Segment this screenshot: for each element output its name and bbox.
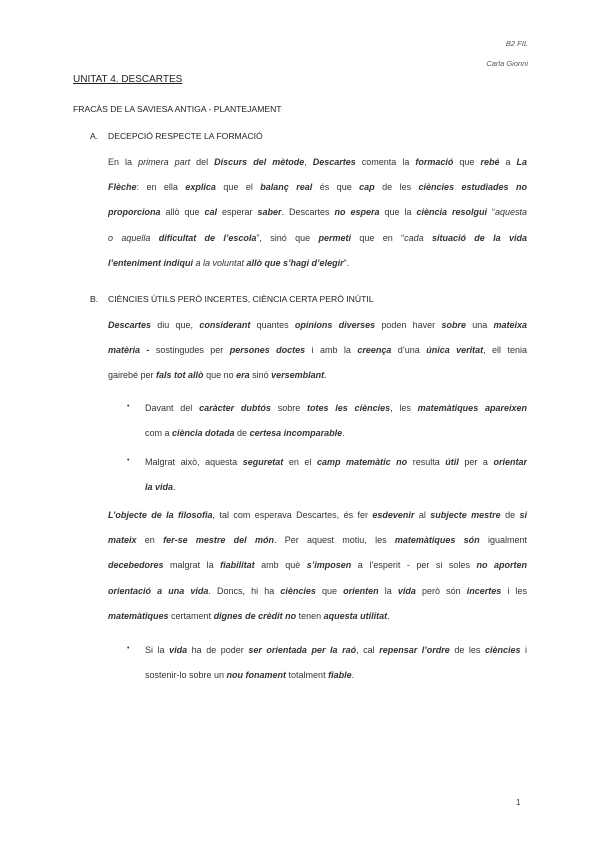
text-run: que el bbox=[215, 182, 261, 193]
text-run: única veritat bbox=[426, 345, 484, 356]
text-run: una bbox=[465, 320, 494, 330]
text-run: del bbox=[190, 157, 215, 167]
text-run: sobre bbox=[270, 403, 307, 413]
text-run: esdevenir bbox=[372, 510, 415, 520]
text-run: en bbox=[136, 535, 164, 546]
bullet-line bbox=[145, 450, 527, 475]
text-run: certesa incomparable bbox=[249, 428, 343, 439]
paragraph-line bbox=[108, 313, 527, 338]
text-run: que bbox=[453, 157, 481, 167]
paragraph-line bbox=[108, 175, 527, 200]
text-run: malgrat la bbox=[163, 560, 221, 571]
text-run: incertes bbox=[466, 585, 502, 596]
text-run: aquesta bbox=[494, 207, 527, 218]
text-run: . bbox=[342, 428, 345, 439]
text-run: , bbox=[304, 157, 313, 167]
text-run: sostenir-lo sobre un bbox=[145, 670, 227, 681]
text-run: fiabilitat bbox=[220, 560, 255, 571]
subheading-b-letter: B. bbox=[90, 294, 99, 304]
text-run: ciències bbox=[484, 645, 521, 655]
text-run: proporciona bbox=[108, 207, 161, 218]
text-run: Malgrat això, aquesta bbox=[145, 457, 243, 467]
text-run: rebé bbox=[480, 157, 500, 167]
text-run: matemàtiques apareixen bbox=[417, 403, 527, 413]
header-course: B2 FIL bbox=[505, 39, 528, 48]
paragraph-line bbox=[108, 604, 527, 629]
text-run: orienten bbox=[343, 585, 379, 596]
text-run: orientació a una vida bbox=[108, 585, 209, 596]
text-run: certament bbox=[168, 610, 214, 621]
text-run: aquesta utilitat bbox=[323, 610, 388, 621]
text-run: matèria - bbox=[108, 345, 150, 356]
text-run: subjecte mestre bbox=[430, 510, 501, 520]
text-run: primera part bbox=[138, 157, 191, 167]
text-run: útil bbox=[445, 457, 459, 467]
bullet-line bbox=[145, 638, 527, 663]
text-run: a bbox=[499, 157, 517, 167]
text-run: totalment bbox=[286, 670, 329, 681]
text-run: decebedores bbox=[108, 560, 164, 571]
text-run: ”, sinó que bbox=[256, 232, 319, 243]
text-run: . Descartes bbox=[281, 207, 335, 218]
bullet-line bbox=[145, 421, 527, 446]
text-run: dificultat de l’escola bbox=[158, 232, 257, 243]
paragraph-line bbox=[108, 150, 527, 175]
text-run: quantes bbox=[250, 320, 295, 330]
text-run: persones doctes bbox=[229, 345, 306, 356]
text-run: esperar bbox=[217, 207, 258, 218]
text-run: “ bbox=[486, 207, 495, 218]
text-run: ciències bbox=[280, 585, 316, 596]
text-run: s’imposen bbox=[306, 560, 352, 571]
bullet-text bbox=[145, 396, 527, 446]
text-run: a la voluntat bbox=[193, 257, 247, 268]
header-author: Carla Gionni bbox=[486, 59, 528, 68]
text-run: cap bbox=[359, 182, 375, 193]
text-run: que en “ bbox=[351, 232, 405, 243]
text-run: a l’esperit - per si soles bbox=[351, 560, 477, 571]
text-run: ciències estudiades no bbox=[418, 182, 527, 193]
text-run: matemàtiques bbox=[108, 610, 169, 621]
text-run: fals tot allò bbox=[156, 370, 204, 381]
text-run: situació de la vida bbox=[431, 232, 527, 243]
text-run: poden haver bbox=[375, 320, 442, 330]
text-run: mateixa bbox=[493, 320, 527, 330]
text-run: , tal com esperava Descartes, és fer bbox=[212, 510, 373, 520]
text-run: . bbox=[387, 610, 390, 621]
bullet-dot: • bbox=[127, 403, 130, 410]
subheading-a-label: DECEPCIÓ RESPECTE LA FORMACIÓ bbox=[108, 131, 263, 141]
text-run: era bbox=[236, 370, 250, 381]
paragraph-line bbox=[108, 528, 527, 553]
text-run: vida bbox=[169, 645, 188, 655]
text-run: La bbox=[516, 157, 527, 167]
section-heading: FRACÀS DE LA SAVIESA ANTIGA - PLANTEJAMENT bbox=[73, 104, 282, 114]
text-run: , ell tenia bbox=[483, 345, 527, 356]
text-run: la bbox=[378, 585, 398, 596]
text-run: caràcter dubtós bbox=[199, 403, 271, 413]
paragraph-line bbox=[108, 251, 527, 276]
text-run: cal bbox=[204, 207, 217, 218]
text-run: saber bbox=[257, 207, 282, 218]
text-run: amb què bbox=[254, 560, 307, 571]
text-run: totes les ciències bbox=[306, 403, 391, 413]
bullet-line bbox=[145, 663, 527, 688]
text-run: repensar l’ordre bbox=[379, 645, 450, 655]
text-run: si bbox=[519, 510, 527, 520]
text-run: de les bbox=[449, 645, 485, 655]
text-run: en el bbox=[283, 457, 317, 467]
text-run: que bbox=[315, 585, 344, 596]
text-run: . bbox=[324, 370, 327, 381]
text-run: Flèche bbox=[108, 182, 137, 193]
text-run: mateix bbox=[108, 535, 137, 546]
bullet-text bbox=[145, 638, 527, 688]
bullet-line bbox=[145, 475, 527, 500]
paragraph-line bbox=[108, 579, 527, 604]
text-run: ha de poder bbox=[187, 645, 249, 655]
text-run: L’objecte de la filosofia bbox=[108, 510, 213, 520]
text-run: matemàtiques són bbox=[394, 535, 480, 546]
text-run: ciència resolgui bbox=[416, 207, 487, 218]
text-run: dignes de crèdit no bbox=[213, 610, 297, 621]
text-run: per a bbox=[458, 457, 494, 467]
paragraph-b2 bbox=[108, 503, 527, 629]
text-run: , les bbox=[390, 403, 418, 413]
text-run: balanç real bbox=[260, 182, 313, 193]
text-run: i bbox=[520, 645, 527, 655]
page-number: 1 bbox=[516, 798, 521, 807]
text-run: al bbox=[414, 510, 431, 520]
text-run: sostingudes per bbox=[149, 345, 230, 356]
text-run: i amb la bbox=[305, 345, 358, 356]
paragraph-line bbox=[108, 226, 527, 251]
text-run: permeti bbox=[318, 232, 352, 243]
text-run: Descartes bbox=[108, 320, 152, 330]
text-run: sobre bbox=[441, 320, 466, 330]
text-run: i les bbox=[501, 585, 527, 596]
text-run: no aporten bbox=[476, 560, 527, 571]
text-run: : en ella bbox=[136, 182, 186, 193]
text-run: com a bbox=[145, 428, 173, 439]
text-run: explica bbox=[185, 182, 216, 193]
text-run: camp matemàtic no bbox=[316, 457, 408, 467]
text-run: Descartes bbox=[312, 157, 356, 167]
paragraph-line bbox=[108, 363, 527, 388]
text-run: diu que, bbox=[151, 320, 200, 330]
text-run: o aquella bbox=[108, 232, 159, 243]
text-run: . bbox=[351, 670, 355, 681]
text-run: formació bbox=[415, 157, 454, 167]
text-run: resulta bbox=[407, 457, 446, 467]
text-run: Si la bbox=[145, 645, 170, 655]
text-run: però són bbox=[415, 585, 467, 596]
paragraph-b1 bbox=[108, 313, 527, 389]
text-run: . Per aquest motiu, les bbox=[273, 535, 395, 546]
text-run: Davant del bbox=[145, 403, 200, 413]
text-run: allò que bbox=[160, 207, 205, 218]
text-run: sinó bbox=[249, 370, 272, 381]
text-run: d’una bbox=[391, 345, 427, 356]
paragraph-a bbox=[108, 150, 527, 276]
text-run: comenta la bbox=[355, 157, 416, 167]
text-run: que no bbox=[203, 370, 237, 381]
subheading-a-letter: A. bbox=[90, 131, 99, 141]
text-run: cada bbox=[404, 232, 432, 243]
bullet-text bbox=[145, 450, 527, 500]
paragraph-line bbox=[108, 200, 527, 225]
text-run: l’enteniment indiqui bbox=[108, 257, 193, 268]
text-run: orientar bbox=[493, 457, 527, 467]
text-run: ”. bbox=[343, 257, 350, 268]
text-run: creença bbox=[357, 345, 392, 356]
paragraph-line bbox=[108, 338, 527, 363]
unit-title: UNITAT 4. DESCARTES bbox=[73, 74, 183, 85]
text-run: . bbox=[173, 482, 176, 493]
text-run: opinions diverses bbox=[294, 320, 376, 330]
text-run: seguretat bbox=[242, 457, 284, 467]
bullet-dot: • bbox=[127, 457, 130, 464]
bullet-line bbox=[145, 396, 527, 421]
text-run: la vida bbox=[145, 482, 174, 493]
text-run: En la bbox=[108, 157, 139, 167]
text-run: vida bbox=[397, 585, 416, 596]
text-run: versemblant bbox=[271, 370, 325, 381]
subheading-b bbox=[90, 294, 374, 304]
text-run: és que bbox=[312, 182, 360, 193]
text-run: Discurs del mètode bbox=[214, 157, 305, 167]
text-run: ser orientada per la raó bbox=[248, 645, 357, 655]
text-run: tenen bbox=[296, 610, 324, 621]
bullet-dot: • bbox=[127, 645, 130, 652]
text-run: de bbox=[500, 510, 520, 520]
text-run: fiable bbox=[328, 670, 352, 681]
text-run: nou fonament bbox=[226, 670, 287, 681]
text-run: allò que s’hagi d’elegir bbox=[246, 257, 344, 268]
subheading-a bbox=[90, 131, 263, 141]
subheading-b-label: CIÈNCIES ÚTILS PERÒ INCERTES, CIÈNCIA CERTA PERÒ INÚTIL bbox=[108, 294, 374, 304]
text-run: considerant bbox=[199, 320, 251, 330]
text-run: gairebé per bbox=[108, 370, 157, 381]
text-run: fer-se mestre del món bbox=[163, 535, 274, 546]
text-run: ciència dotada bbox=[172, 428, 235, 439]
text-run: de les bbox=[374, 182, 419, 193]
paragraph-line bbox=[108, 503, 527, 528]
text-run: igualment bbox=[479, 535, 527, 546]
text-run: , cal bbox=[356, 645, 380, 655]
text-run: . Doncs, hi ha bbox=[208, 585, 281, 596]
text-run: de bbox=[234, 428, 250, 439]
text-run: que la bbox=[379, 207, 417, 218]
text-run: no espera bbox=[334, 207, 380, 218]
paragraph-line bbox=[108, 553, 527, 578]
